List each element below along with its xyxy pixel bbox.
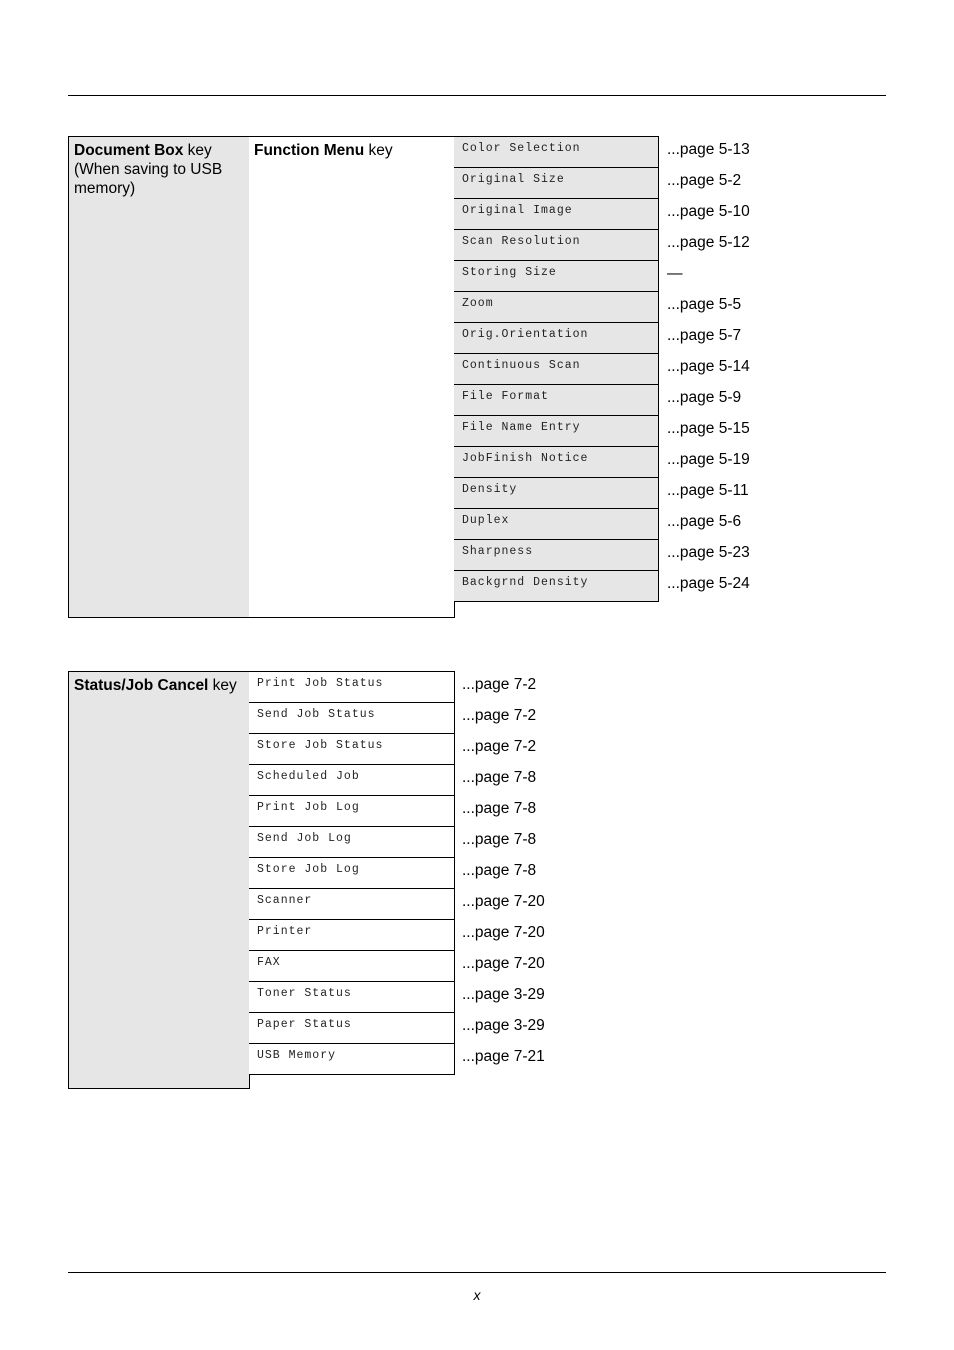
page-reference: ...page 3-29 xyxy=(462,986,545,1003)
page-reference: ...page 5-24 xyxy=(667,575,750,592)
menu-item-label: Send Job Log xyxy=(257,832,352,845)
page-reference: ...page 5-10 xyxy=(667,203,750,220)
menu-item xyxy=(454,446,750,478)
function-menu-key-cell xyxy=(249,136,455,618)
menu-item-label: Color Selection xyxy=(462,142,581,155)
menu-item-label: Backgrnd Density xyxy=(462,576,589,589)
page-reference: ...page 5-6 xyxy=(667,513,742,530)
menu-item xyxy=(454,508,742,540)
menu-item xyxy=(249,919,545,951)
page-reference: ...page 7-2 xyxy=(462,738,537,755)
menu-item-label: FAX xyxy=(257,956,281,969)
menu-item xyxy=(249,981,545,1013)
menu-item xyxy=(454,291,742,323)
menu-item xyxy=(249,702,537,734)
menu-item-label: Print Job Status xyxy=(257,677,384,690)
menu-item xyxy=(249,1012,545,1044)
menu-item-label: Scan Resolution xyxy=(462,235,581,248)
menu-item xyxy=(454,229,750,261)
menu-item-label: Scheduled Job xyxy=(257,770,360,783)
page-reference: ...page 5-13 xyxy=(667,141,750,158)
page-reference: ...page 7-21 xyxy=(462,1048,545,1065)
menu-item-label: Original Size xyxy=(462,173,565,186)
status-job-cancel-key-cell xyxy=(68,671,250,1089)
menu-item-label: Store Job Log xyxy=(257,863,360,876)
menu-item xyxy=(454,167,742,199)
menu-item xyxy=(249,795,537,827)
document-box-key-note: (When saving to USB memory) xyxy=(74,161,223,197)
menu-item xyxy=(249,764,537,796)
menu-item-label: Original Image xyxy=(462,204,573,217)
page-reference: ...page 5-11 xyxy=(667,482,749,499)
menu-item-label: File Name Entry xyxy=(462,421,581,434)
header-rule xyxy=(68,95,886,96)
menu-item-label: Paper Status xyxy=(257,1018,352,1031)
page-reference: — xyxy=(667,265,683,282)
menu-item xyxy=(454,322,742,354)
menu-item-label: Orig.Orientation xyxy=(462,328,589,341)
document-box-key-suffix: key xyxy=(183,142,212,159)
page-reference: ...page 3-29 xyxy=(462,1017,545,1034)
menu-item-label: File Format xyxy=(462,390,549,403)
menu-item xyxy=(454,477,749,509)
menu-item-label: Sharpness xyxy=(462,545,534,558)
page-reference: ...page 5-9 xyxy=(667,389,742,406)
menu-item-label: JobFinish Notice xyxy=(462,452,589,465)
menu-item-label: Printer xyxy=(257,925,313,938)
function-menu-items xyxy=(454,136,750,602)
menu-item-label: Zoom xyxy=(462,297,494,310)
function-menu-key-name: Function Menu xyxy=(254,142,365,159)
menu-item xyxy=(454,384,742,416)
menu-item xyxy=(454,136,750,168)
menu-item-label: Send Job Status xyxy=(257,708,376,721)
menu-item-label: Scanner xyxy=(257,894,313,907)
page-reference: ...page 7-8 xyxy=(462,800,537,817)
menu-item-label: Print Job Log xyxy=(257,801,360,814)
page-reference: ...page 5-2 xyxy=(667,172,742,189)
menu-item-label: Toner Status xyxy=(257,987,352,1000)
page-reference: ...page 7-8 xyxy=(462,769,537,786)
document-box-key-cell xyxy=(68,136,250,618)
menu-item-label: Storing Size xyxy=(462,266,557,279)
menu-item xyxy=(249,733,537,765)
menu-item xyxy=(454,539,750,571)
menu-item xyxy=(249,826,537,858)
page-reference: ...page 7-20 xyxy=(462,924,545,941)
status-job-cancel-key-name: Status/Job Cancel xyxy=(74,677,209,694)
menu-item xyxy=(249,888,545,920)
status-menu-items xyxy=(249,671,545,1075)
footer-rule xyxy=(68,1272,886,1273)
menu-item xyxy=(454,415,750,447)
menu-item xyxy=(454,570,750,602)
menu-item xyxy=(249,950,545,982)
document-box-key-name: Document Box xyxy=(74,142,184,159)
menu-item-label: Store Job Status xyxy=(257,739,384,752)
page-reference: ...page 5-23 xyxy=(667,544,750,561)
menu-item xyxy=(249,1043,545,1075)
menu-item xyxy=(249,671,537,703)
page-reference: ...page 5-14 xyxy=(667,358,750,375)
page-reference: ...page 5-7 xyxy=(667,327,742,344)
page-reference: ...page 7-2 xyxy=(462,707,537,724)
menu-item xyxy=(454,198,750,230)
page-reference: ...page 5-12 xyxy=(667,234,750,251)
menu-item-label: Duplex xyxy=(462,514,510,527)
page-reference: ...page 7-20 xyxy=(462,893,545,910)
page-number: x xyxy=(473,1287,481,1303)
menu-item-label: Density xyxy=(462,483,518,496)
menu-item xyxy=(454,260,683,292)
menu-item xyxy=(454,353,750,385)
menu-item-label: USB Memory xyxy=(257,1049,337,1062)
function-menu-key-suffix: key xyxy=(364,142,393,159)
page-reference: ...page 7-2 xyxy=(462,676,537,693)
page-reference: ...page 7-8 xyxy=(462,862,537,879)
menu-item xyxy=(249,857,537,889)
page-reference: ...page 7-20 xyxy=(462,955,545,972)
page-reference: ...page 5-5 xyxy=(667,296,742,313)
page-reference: ...page 7-8 xyxy=(462,831,537,848)
menu-item-label: Continuous Scan xyxy=(462,359,581,372)
page-reference: ...page 5-19 xyxy=(667,451,750,468)
page-reference: ...page 5-15 xyxy=(667,420,750,437)
status-job-cancel-key-suffix: key xyxy=(208,677,237,694)
